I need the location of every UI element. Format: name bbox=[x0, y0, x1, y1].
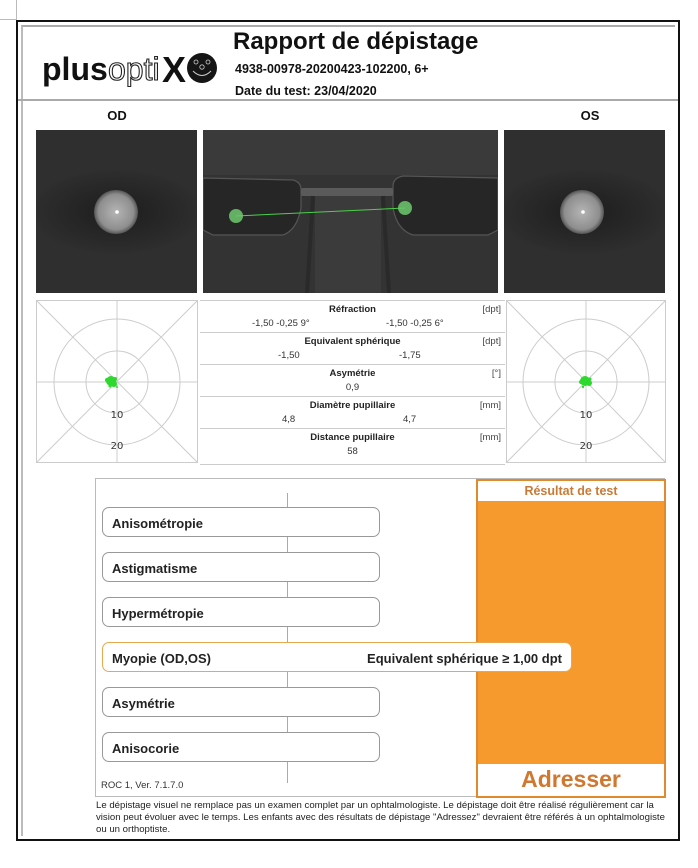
measurement-unit: [dpt] bbox=[482, 304, 501, 315]
os-gaze-plot bbox=[506, 300, 666, 463]
condition-anisometropia bbox=[102, 507, 380, 537]
test-date: Date du test: 23/04/2020 bbox=[235, 84, 377, 98]
measurement-value: 0,9 bbox=[345, 382, 360, 393]
measurement-od-value: -1,50 -0,25 9° bbox=[252, 318, 310, 329]
software-version: ROC 1, Ver. 7.1.7.0 bbox=[101, 780, 184, 791]
condition-myopia bbox=[102, 642, 572, 672]
od-fixation-cluster bbox=[105, 376, 118, 388]
od-pupil-graphic bbox=[36, 130, 197, 293]
measurement-row-asymmetry bbox=[200, 365, 505, 397]
measurement-od-value: 4,8 bbox=[282, 414, 296, 425]
od-ring-label-20: 20 bbox=[110, 441, 124, 452]
od-label: OD bbox=[107, 108, 127, 123]
os-eye-image bbox=[504, 130, 665, 293]
measurement-row-pupil-distance bbox=[200, 429, 505, 463]
measurement-title: Diamètre pupillaire bbox=[309, 400, 396, 411]
crop-mark-horizontal bbox=[0, 19, 16, 20]
plusoptix-logo bbox=[40, 44, 220, 92]
condition-criterion: Equivalent sphérique ≥ 1,00 dpt bbox=[367, 651, 562, 666]
os-polar-chart bbox=[507, 301, 665, 462]
os-pupil-marker bbox=[398, 201, 412, 215]
test-result-header: Résultat de test bbox=[478, 481, 664, 501]
os-pupil-graphic bbox=[504, 130, 665, 293]
measurement-unit: [mm] bbox=[479, 432, 501, 443]
measurement-row-spherical-equivalent bbox=[200, 333, 505, 365]
measurement-unit: [°] bbox=[491, 368, 501, 379]
od-gaze-plot bbox=[36, 300, 198, 463]
crop-mark-vertical bbox=[16, 0, 17, 20]
condition-label: Anisocorie bbox=[112, 741, 180, 756]
measurement-row-pupil-diameter bbox=[200, 397, 505, 429]
od-pupil-marker bbox=[229, 209, 243, 223]
measurement-os-value: -1,75 bbox=[399, 350, 421, 361]
od-eye-image bbox=[36, 130, 197, 293]
measurement-os-value: -1,50 -0,25 6° bbox=[386, 318, 444, 329]
condition-label: Asymétrie bbox=[112, 696, 175, 711]
os-ring-label-20: 20 bbox=[579, 441, 593, 452]
face-graphic bbox=[203, 130, 498, 293]
test-result-panel bbox=[476, 479, 666, 798]
measurement-title: Asymétrie bbox=[329, 368, 376, 379]
measurement-title: Réfraction bbox=[329, 304, 376, 315]
condition-anisocoria bbox=[102, 732, 380, 762]
report-title: Rapport de dépistage bbox=[233, 28, 479, 55]
measurement-title: Equivalent sphérique bbox=[304, 336, 401, 347]
measurement-unit: [dpt] bbox=[482, 336, 501, 347]
test-result-value: Adresser bbox=[478, 764, 664, 796]
logo-text-x: X bbox=[162, 49, 187, 90]
measurements-table bbox=[200, 300, 505, 465]
smiley-icon bbox=[187, 53, 217, 83]
condition-label: Anisométropie bbox=[112, 516, 204, 531]
record-id: 4938-00978-20200423-102200, 6+ bbox=[235, 62, 429, 76]
condition-asymmetry bbox=[102, 687, 380, 717]
od-ring-label-10: 10 bbox=[110, 410, 124, 421]
condition-label: Hypermétropie bbox=[112, 606, 204, 621]
condition-label: Astigmatisme bbox=[112, 561, 198, 576]
measurement-od-value: -1,50 bbox=[278, 350, 300, 361]
header-divider bbox=[18, 99, 678, 101]
disclaimer-text: Le dépistage visuel ne remplace pas un examen complet par un ophtalmologiste. Le dépistage doit être réalisé régulièrement car la vision peut évoluer avec le temps. Les enfants avec des résultats de dépistage "Adressez" devraient être référés à un ophtalmologiste ou un orthoptiste. bbox=[96, 800, 665, 835]
measurement-row-refraction bbox=[200, 301, 505, 333]
measurement-title: Distance pupillaire bbox=[310, 432, 395, 443]
face-image bbox=[203, 130, 498, 293]
measurement-value: 58 bbox=[347, 446, 358, 457]
condition-hyperopia bbox=[102, 597, 380, 627]
condition-label: Myopie (OD,OS) bbox=[112, 651, 211, 666]
measurement-os-value: 4,7 bbox=[403, 414, 417, 425]
report-frame bbox=[16, 20, 680, 841]
measurement-unit: [mm] bbox=[479, 400, 501, 411]
os-label: OS bbox=[580, 108, 600, 123]
logo-text-opti: opti bbox=[108, 51, 160, 87]
logo-text-plus: plus bbox=[42, 51, 108, 87]
screening-results-box bbox=[95, 478, 665, 797]
od-polar-chart bbox=[37, 301, 197, 462]
os-ring-label-10: 10 bbox=[579, 410, 593, 421]
condition-astigmatism bbox=[102, 552, 380, 582]
